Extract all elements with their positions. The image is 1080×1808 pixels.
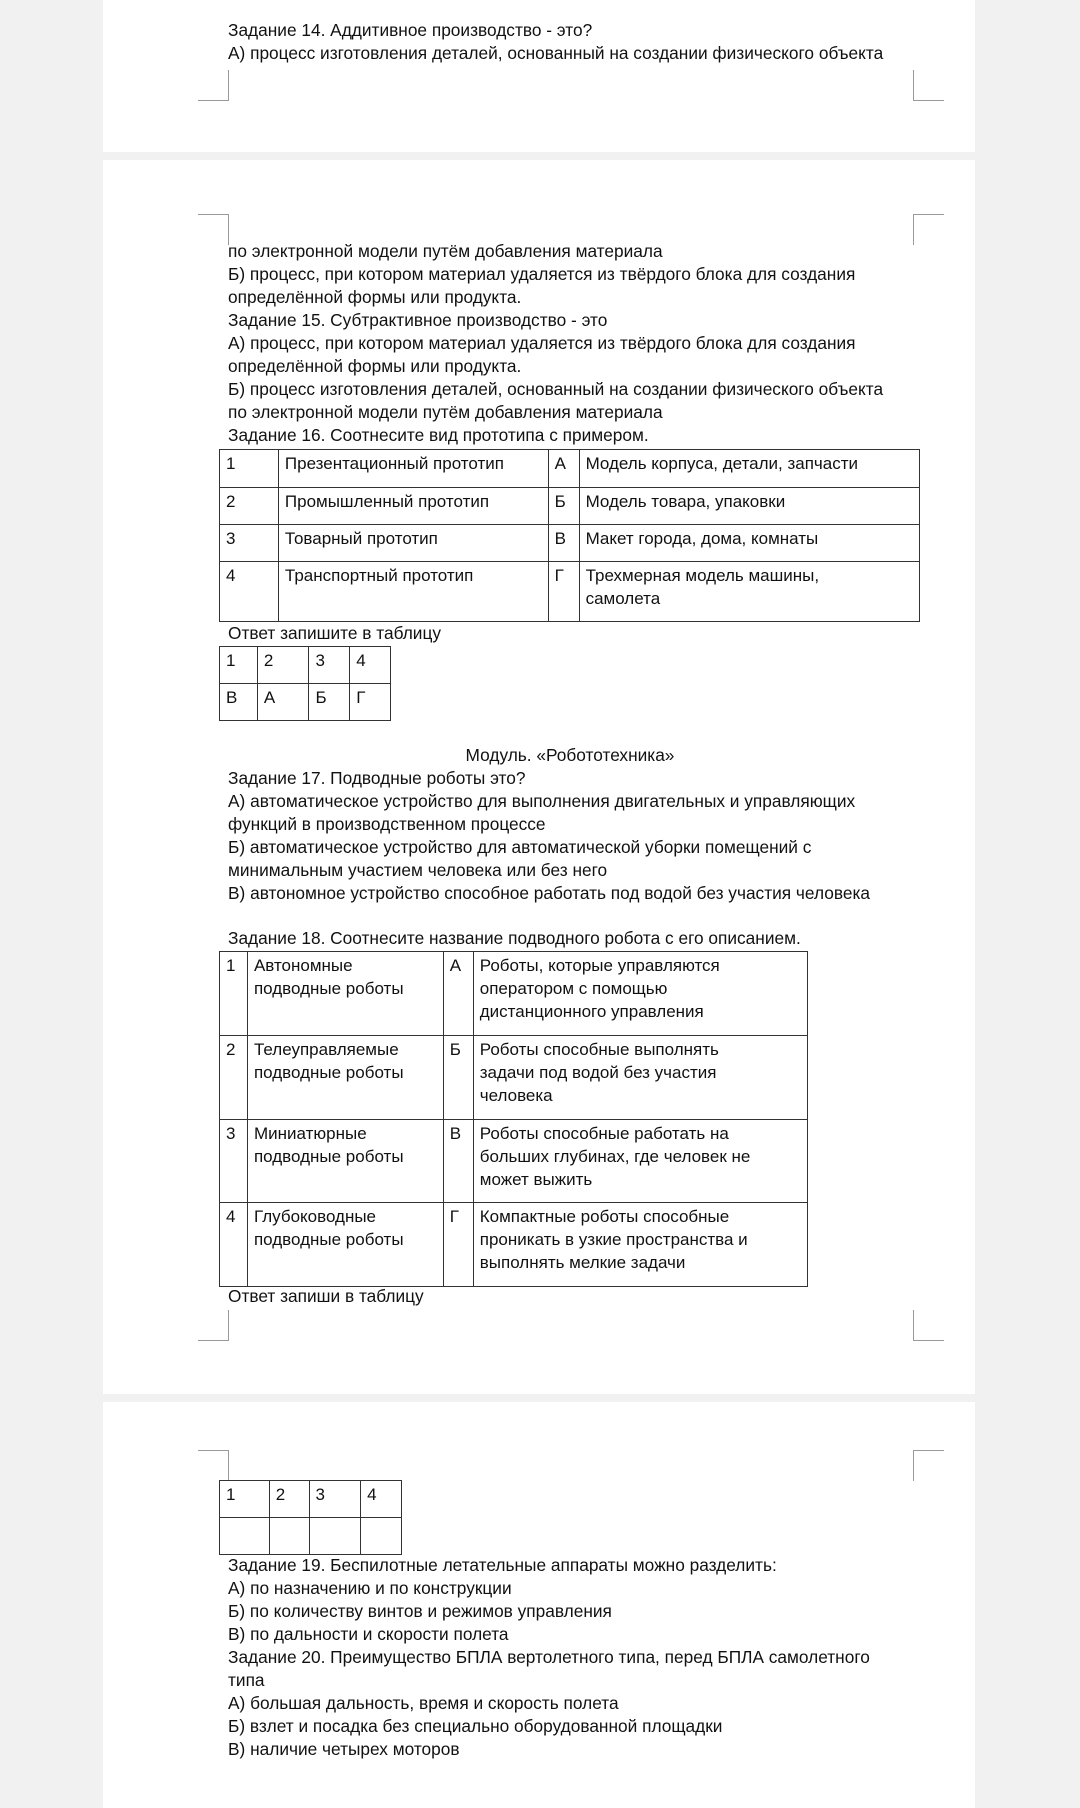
row-number: 2 xyxy=(220,1036,248,1120)
q15-option-a: А) процесс, при котором материал удаляется из твёрдого блока для создания xyxy=(228,333,856,353)
q18-title: Задание 18. Соотнесите название подводного робота с его описанием. xyxy=(228,928,801,948)
robot-name xyxy=(247,952,443,1036)
robot-name xyxy=(247,1203,443,1287)
q20-title-cont: типа xyxy=(228,1670,265,1690)
prototype-example: Макет города, дома, комнаты xyxy=(579,525,919,562)
q14-option-a: А) процесс изготовления деталей, основанный на создании физического объекта xyxy=(228,43,884,63)
crop-mark xyxy=(198,70,229,101)
table-row xyxy=(220,1120,808,1203)
row-number: 4 xyxy=(220,562,279,622)
prototype-name: Презентационный прототип xyxy=(278,450,548,488)
crop-mark xyxy=(913,1310,944,1341)
desc-line: проникать в узкие пространства и xyxy=(479,1230,748,1249)
answer-header-cell: 2 xyxy=(257,647,309,684)
q19-title: Задание 19. Беспилотные летательные аппараты можно разделить: xyxy=(228,1555,777,1575)
answer-empty-cell[interactable] xyxy=(269,1518,309,1555)
example-line: Трехмерная модель машины, xyxy=(585,566,820,585)
row-letter: В xyxy=(443,1120,473,1203)
name-line: подводные роботы xyxy=(253,979,404,998)
row-letter: Г xyxy=(548,562,579,622)
answer-header-cell: 1 xyxy=(220,647,258,684)
desc-line: Роботы, которые управляются xyxy=(479,956,720,975)
robot-description xyxy=(473,1036,807,1120)
crop-mark xyxy=(913,70,944,101)
answer-empty-cell[interactable] xyxy=(220,1518,270,1555)
example-line: самолета xyxy=(585,589,661,608)
q17-option-b-cont: минимальным участием человека или без него xyxy=(228,860,608,880)
name-line: подводные роботы xyxy=(253,1230,404,1249)
q16-match-table xyxy=(219,449,920,622)
q18-answer-label: Ответ запиши в таблицу xyxy=(228,1286,424,1306)
q14-option-a-cont: по электронной модели путём добавления материала xyxy=(228,241,663,261)
desc-line: оператором с помощью xyxy=(479,979,668,998)
table-row xyxy=(220,647,391,684)
name-line: подводные роботы xyxy=(253,1147,404,1166)
table-row xyxy=(220,1203,808,1287)
crop-mark xyxy=(198,214,229,245)
table-row xyxy=(220,525,920,562)
row-number: 1 xyxy=(220,952,248,1036)
prototype-example xyxy=(579,562,919,622)
q15-option-b-cont: по электронной модели путём добавления материала xyxy=(228,402,663,422)
table-row xyxy=(220,1518,402,1555)
row-number: 2 xyxy=(220,488,279,525)
answer-value-cell: Б xyxy=(309,684,350,721)
answer-value-cell: А xyxy=(257,684,309,721)
desc-line: может выжить xyxy=(479,1170,593,1189)
desc-line: выполнять мелкие задачи xyxy=(479,1253,686,1272)
answer-value-cell: Г xyxy=(350,684,391,721)
row-letter: Б xyxy=(443,1036,473,1120)
q20-option-c: В) наличие четырех моторов xyxy=(228,1739,460,1759)
q14-title: Задание 14. Аддитивное производство - это? xyxy=(228,20,593,40)
answer-header-cell: 3 xyxy=(309,647,350,684)
crop-mark xyxy=(198,1310,229,1341)
name-line: Глубоководные xyxy=(253,1207,377,1226)
table-row xyxy=(220,562,920,622)
crop-mark xyxy=(913,1450,944,1481)
q18-answer-table xyxy=(219,1480,402,1555)
answer-header-cell: 4 xyxy=(350,647,391,684)
desc-line: Роботы способные выполнять xyxy=(479,1040,719,1059)
q18-match-table xyxy=(219,951,808,1287)
crop-mark xyxy=(913,214,944,245)
q15-option-a-cont: определённой формы или продукта. xyxy=(228,356,522,376)
row-letter: А xyxy=(443,952,473,1036)
q15-title: Задание 15. Субтрактивное производство - это xyxy=(228,310,608,330)
q19-option-c: В) по дальности и скорости полета xyxy=(228,1624,509,1644)
robot-name xyxy=(247,1036,443,1120)
q17-option-a-cont: функций в производственном процессе xyxy=(228,814,546,834)
q15-option-b: Б) процесс изготовления деталей, основанный на создании физического объекта xyxy=(228,379,884,399)
robot-description xyxy=(473,1120,807,1203)
crop-mark xyxy=(198,1450,229,1481)
name-line: Автономные xyxy=(253,956,353,975)
q17-option-c: В) автономное устройство способное работать под водой без участия человека xyxy=(228,883,871,903)
table-row xyxy=(220,450,920,488)
q16-title: Задание 16. Соотнесите вид прототипа с примером. xyxy=(228,425,649,445)
answer-value-cell: В xyxy=(220,684,258,721)
q17-option-a: А) автоматическое устройство для выполнения двигательных и управляющих xyxy=(228,791,856,811)
q14-option-b-cont: определённой формы или продукта. xyxy=(228,287,522,307)
q17-title: Задание 17. Подводные роботы это? xyxy=(228,768,526,788)
desc-line: дистанционного управления xyxy=(479,1002,704,1021)
q20-title: Задание 20. Преимущество БПЛА вертолетного типа, перед БПЛА самолетного xyxy=(228,1647,870,1667)
module-title: Модуль. «Робототехника» xyxy=(465,745,675,765)
robot-name xyxy=(247,1120,443,1203)
q14-option-b: Б) процесс, при котором материал удаляется из твёрдого блока для создания xyxy=(228,264,856,284)
answer-empty-cell[interactable] xyxy=(361,1518,402,1555)
table-row xyxy=(220,488,920,525)
answer-header-cell: 1 xyxy=(220,1481,270,1518)
answer-empty-cell[interactable] xyxy=(309,1518,361,1555)
q19-option-b: Б) по количеству винтов и режимов управления xyxy=(228,1601,612,1621)
q16-answer-table xyxy=(219,646,391,721)
q19-option-a: А) по назначению и по конструкции xyxy=(228,1578,512,1598)
desc-line: Роботы способные работать на xyxy=(479,1124,729,1143)
name-line: Миниатюрные xyxy=(253,1124,367,1143)
q16-answer-label: Ответ запишите в таблицу xyxy=(228,623,442,643)
table-row xyxy=(220,684,391,721)
prototype-name: Товарный прототип xyxy=(278,525,548,562)
desc-line: человека xyxy=(479,1086,553,1105)
desc-line: больших глубинах, где человек не xyxy=(479,1147,751,1166)
table-row xyxy=(220,952,808,1036)
row-number: 3 xyxy=(220,525,279,562)
name-line: подводные роботы xyxy=(253,1063,404,1082)
table-row xyxy=(220,1036,808,1120)
answer-header-cell: 3 xyxy=(309,1481,361,1518)
prototype-name: Транспортный прототип xyxy=(278,562,548,622)
row-letter: Г xyxy=(443,1203,473,1287)
row-number: 1 xyxy=(220,450,279,488)
q20-option-a: А) большая дальность, время и скорость полета xyxy=(228,1693,619,1713)
q20-option-b: Б) взлет и посадка без специально оборудованной площадки xyxy=(228,1716,723,1736)
row-letter: А xyxy=(548,450,579,488)
prototype-name: Промышленный прототип xyxy=(278,488,548,525)
q17-option-b: Б) автоматическое устройство для автоматической уборки помещений с xyxy=(228,837,812,857)
row-number: 3 xyxy=(220,1120,248,1203)
answer-header-cell: 4 xyxy=(361,1481,402,1518)
robot-description xyxy=(473,1203,807,1287)
prototype-example: Модель корпуса, детали, запчасти xyxy=(579,450,919,488)
answer-header-cell: 2 xyxy=(269,1481,309,1518)
robot-description xyxy=(473,952,807,1036)
row-letter: Б xyxy=(548,488,579,525)
prototype-example: Модель товара, упаковки xyxy=(579,488,919,525)
row-letter: В xyxy=(548,525,579,562)
table-row xyxy=(220,1481,402,1518)
desc-line: задачи под водой без участия xyxy=(479,1063,717,1082)
row-number: 4 xyxy=(220,1203,248,1287)
name-line: Телеуправляемые xyxy=(253,1040,399,1059)
desc-line: Компактные роботы способные xyxy=(479,1207,730,1226)
